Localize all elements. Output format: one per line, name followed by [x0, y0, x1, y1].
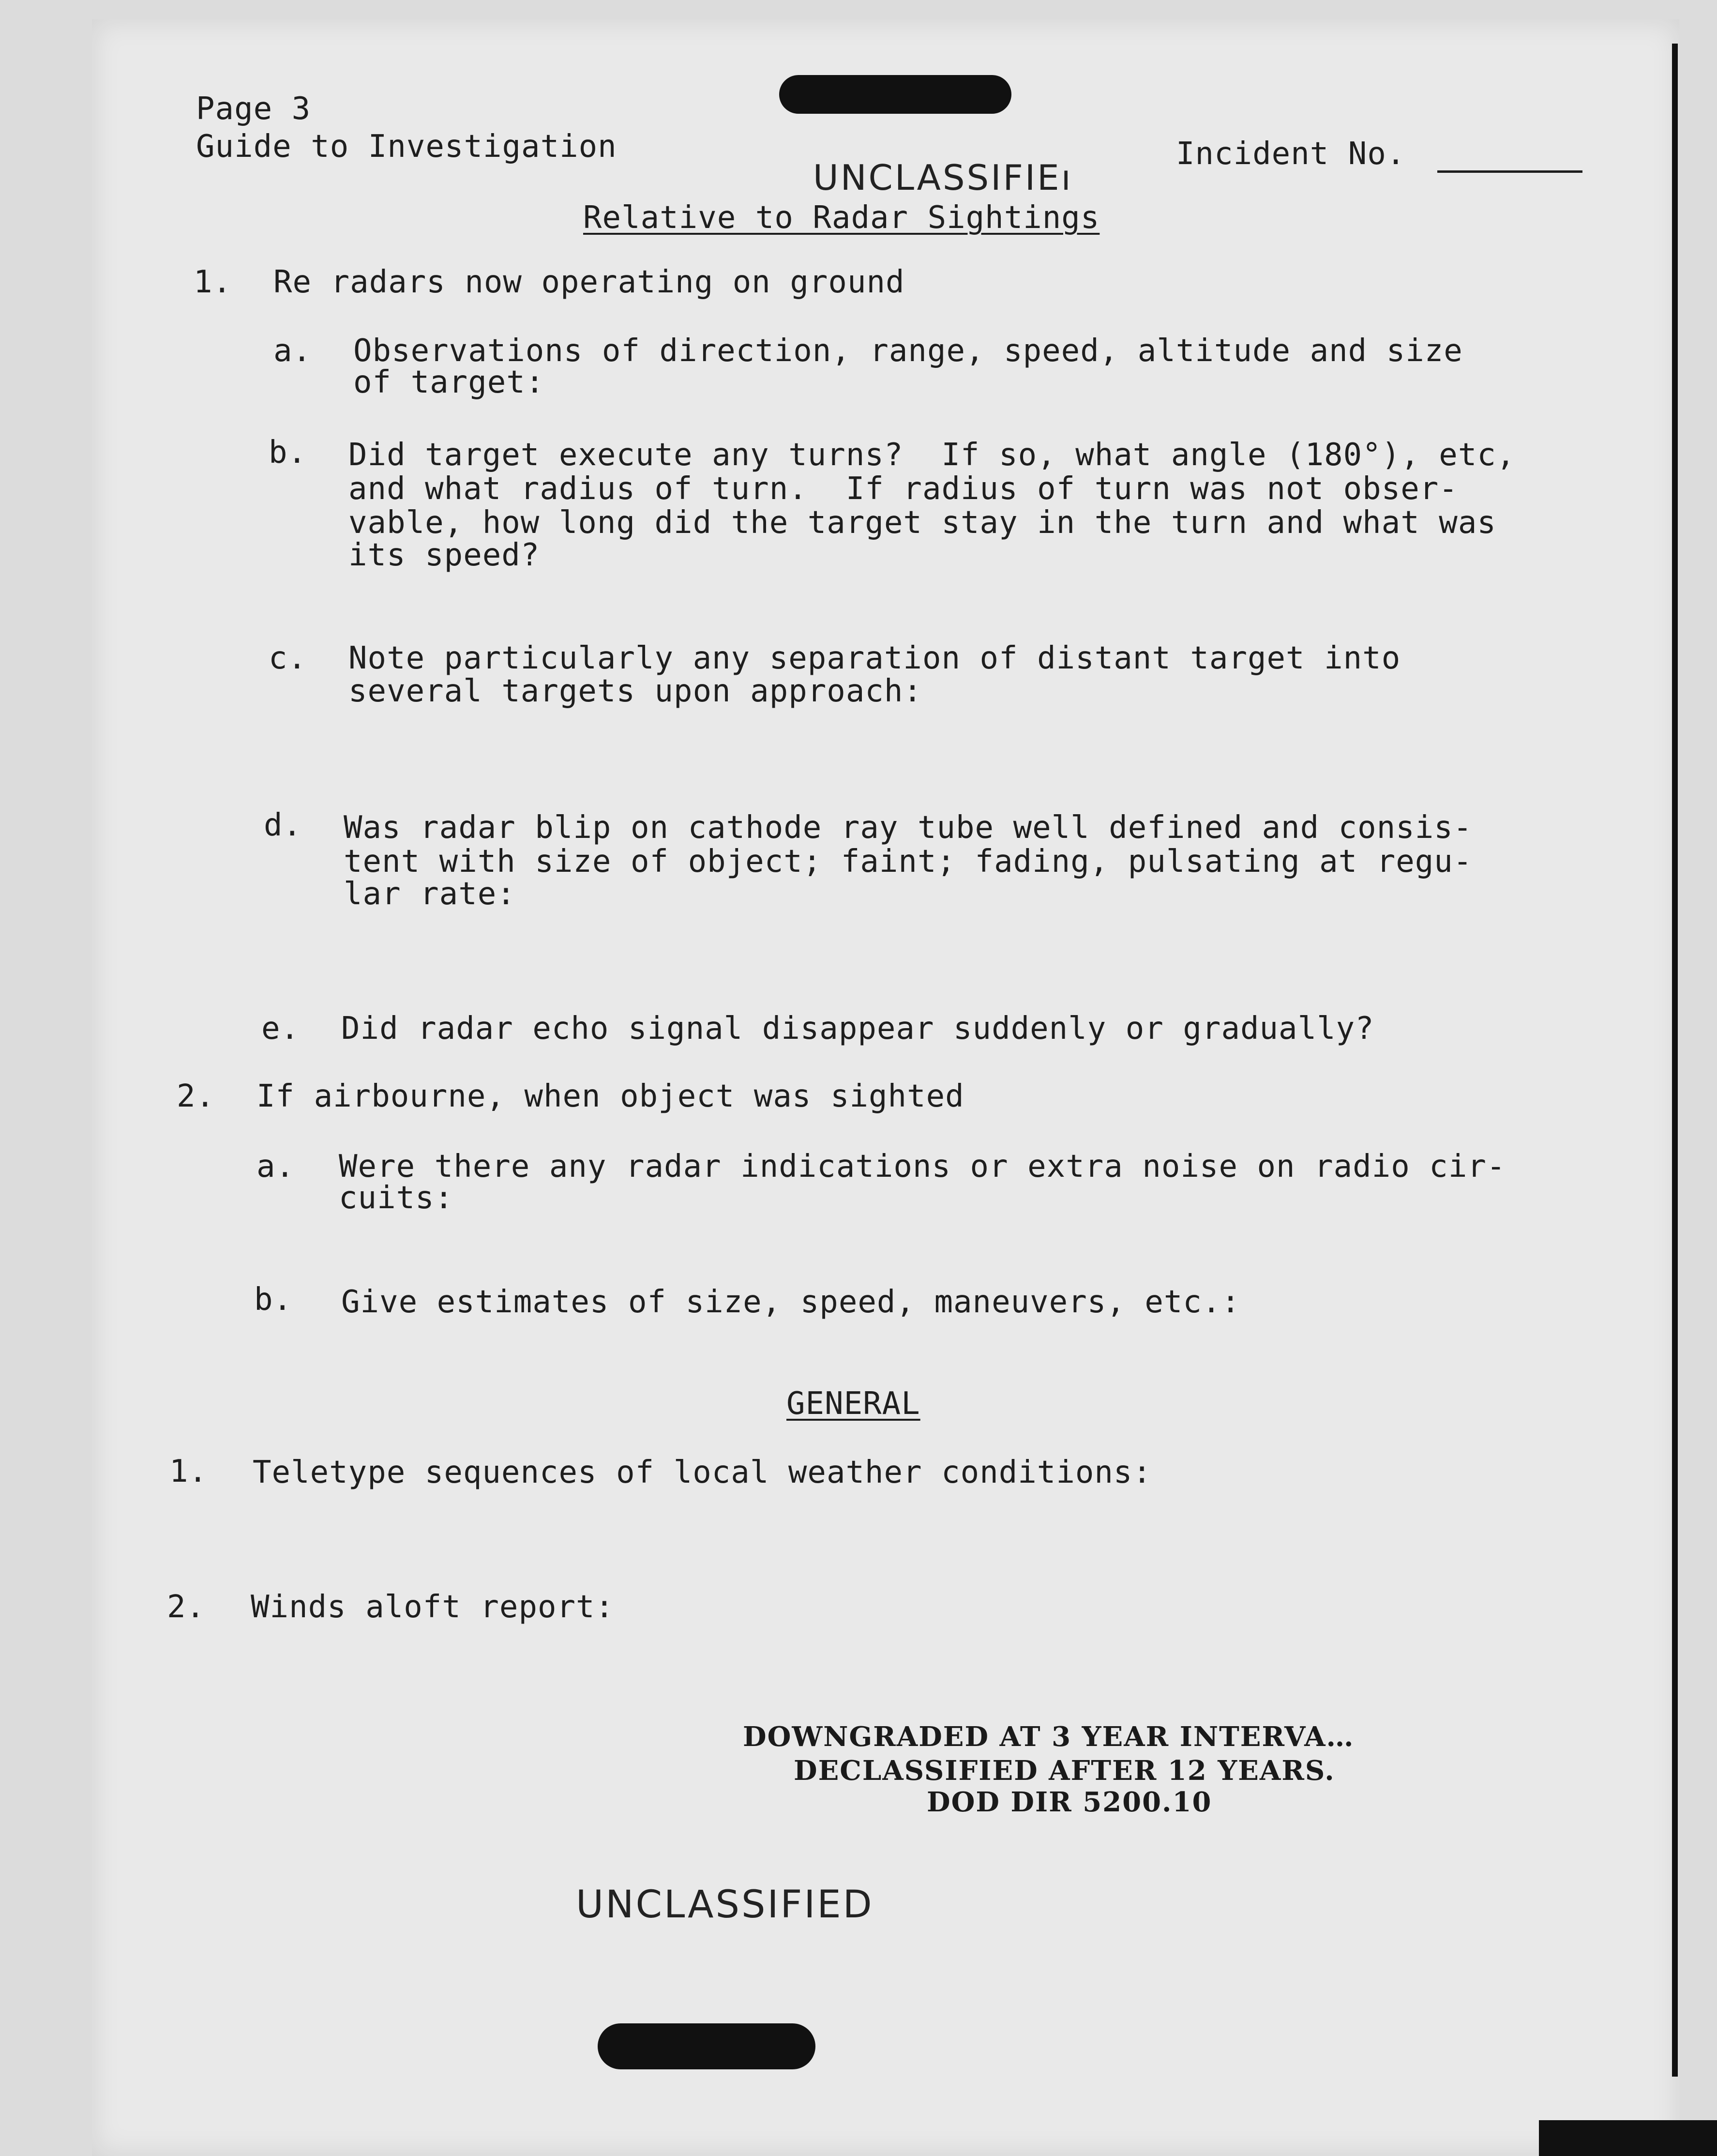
classification-stamp-bottom: UNCLASSIFIED — [576, 1883, 874, 1927]
item-1c-line: several targets upon approach: — [348, 673, 922, 709]
item-1b-line: Did target execute any turns? If so, what angle (180°), etc, — [348, 437, 1516, 473]
section-2-number: 2. — [177, 1078, 215, 1114]
section-1-number: 1. — [194, 264, 232, 300]
downgrade-stamp-line: DOD DIR 5200.10 — [927, 1786, 1212, 1818]
item-1c-line: Note particularly any separation of distant target into — [348, 640, 1401, 676]
item-1e-letter: e. — [261, 1011, 300, 1047]
downgrade-stamp-line: DECLASSIFIED AFTER 12 YEARS. — [794, 1755, 1335, 1787]
general-item-1-text: Teletype sequences of local weather conditions: — [253, 1455, 1152, 1490]
item-1b-line: and what radius of turn. If radius of turn was not obser- — [348, 471, 1458, 507]
general-heading: GENERAL — [786, 1386, 920, 1422]
incident-number-label: Incident No. — [1176, 136, 1406, 172]
item-1a-line: Observations of direction, range, speed, altitude and size — [353, 333, 1463, 369]
item-1a-letter: a. — [273, 333, 312, 369]
downgrade-stamp-line: DOWNGRADED AT 3 YEAR INTERVA… — [743, 1721, 1355, 1753]
item-1d-line: Was radar blip on cathode ray tube well defined and consis- — [344, 810, 1473, 846]
item-1d-letter: d. — [264, 807, 302, 843]
item-2a-letter: a. — [256, 1149, 295, 1184]
redaction-mark-bottom — [598, 2023, 815, 2069]
item-1d-line: lar rate: — [344, 876, 516, 912]
redaction-mark-top — [779, 75, 1011, 114]
section-2-title: If airbourne, when object was sighted — [256, 1078, 964, 1114]
page-edge-shadow — [1672, 44, 1678, 2077]
incident-number-blank — [1437, 170, 1582, 173]
item-2b-line: Give estimates of size, speed, maneuvers, etc.: — [341, 1284, 1240, 1320]
item-1b-letter: b. — [269, 435, 307, 471]
page-number: Page 3 — [196, 91, 311, 127]
item-2a-line: cuits: — [339, 1180, 454, 1216]
scan-corner-shadow — [1539, 2120, 1717, 2156]
general-item-1-number: 1. — [169, 1454, 208, 1489]
item-1e-line: Did radar echo signal disappear suddenly or gradually? — [341, 1011, 1374, 1047]
item-1a-line: of target: — [353, 364, 545, 400]
classification-stamp-top: UNCLASSIFIEı — [813, 157, 1073, 198]
item-2a-line: Were there any radar indications or extra noise on radio cir- — [339, 1149, 1506, 1184]
document-title: Guide to Investigation — [196, 129, 617, 165]
general-item-2-number: 2. — [167, 1589, 206, 1625]
item-1c-letter: c. — [269, 640, 307, 676]
general-item-2-text: Winds aloft report: — [251, 1589, 615, 1625]
item-1b-line: vable, how long did the target stay in the turn and what was — [348, 505, 1496, 541]
document-subtitle: Relative to Radar Sightings — [583, 200, 1100, 236]
item-1d-line: tent with size of object; faint; fading, pulsating at regu- — [344, 844, 1473, 880]
item-2b-letter: b. — [254, 1282, 293, 1318]
section-1-title: Re radars now operating on ground — [273, 264, 905, 300]
item-1b-line: its speed? — [348, 537, 540, 573]
